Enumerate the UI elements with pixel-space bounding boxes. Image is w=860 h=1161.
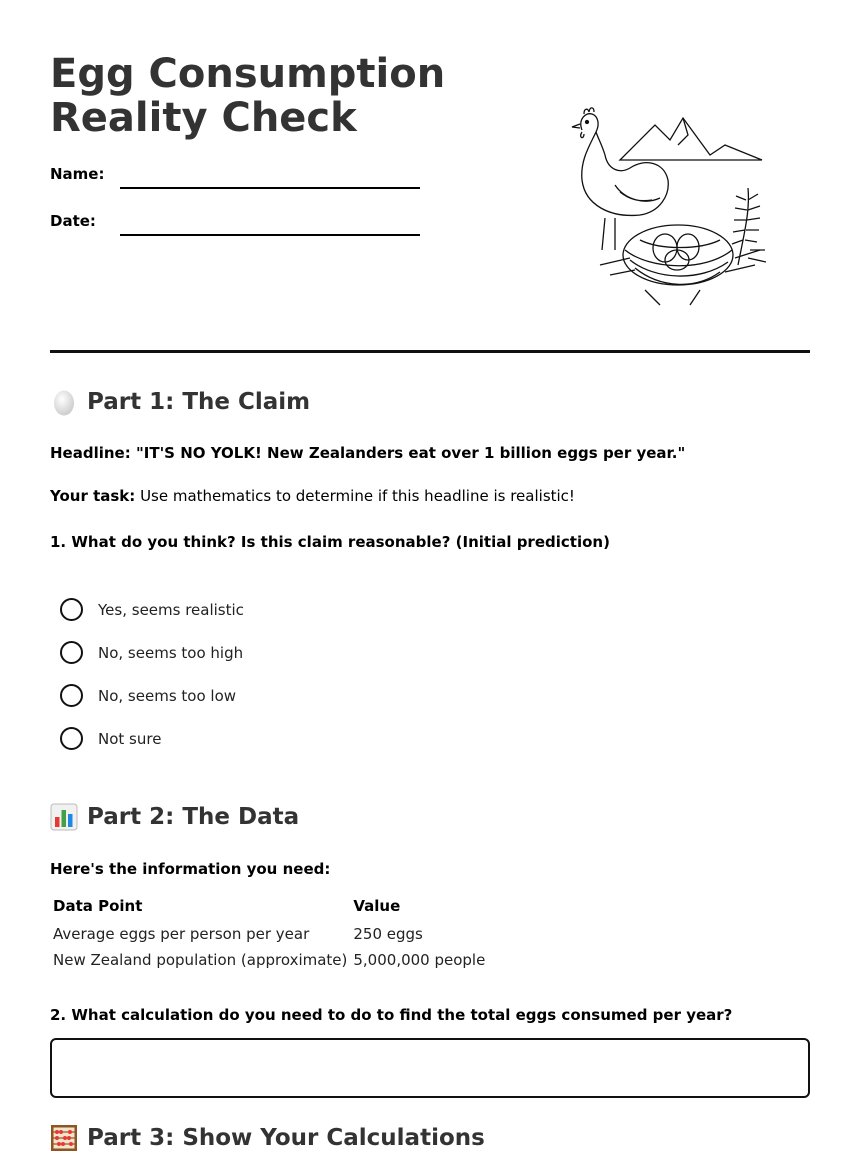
option-too-high[interactable] (60, 641, 243, 664)
headline-claim: Headline: "IT'S NO YOLK! New Zealanders eat over 1 billion eggs per year." (50, 444, 686, 462)
table-row (50, 921, 488, 947)
radio-button[interactable] (60, 727, 83, 750)
date-label: Date: (50, 212, 96, 230)
task-label: Your task: (50, 487, 136, 505)
task-instruction (50, 487, 575, 505)
fern-leaves (732, 194, 766, 262)
table-row (50, 947, 488, 973)
data-intro: Here's the information you need: (50, 860, 331, 878)
egg-icon (50, 388, 78, 416)
date-field[interactable] (120, 234, 420, 236)
title-line-2: Reality Check (50, 95, 357, 141)
part3-heading (50, 1124, 485, 1152)
worksheet-title (50, 52, 470, 140)
table-cell: Average eggs per person per year (53, 925, 310, 943)
section-divider (50, 350, 810, 353)
radio-button[interactable] (60, 598, 83, 621)
hen-legs (602, 218, 615, 250)
column-header: Value (353, 897, 401, 915)
table-cell: 250 eggs (353, 925, 423, 943)
abacus-icon (50, 1124, 78, 1152)
part1-heading (50, 388, 310, 416)
hen-wattle (581, 132, 584, 138)
question-1: 1. What do you think? Is this claim reasonable? (Initial prediction) (50, 533, 610, 551)
option-label: Not sure (98, 729, 162, 748)
part1-heading-text: Part 1: The Claim (87, 389, 311, 415)
column-header: Data Point (53, 897, 143, 915)
part3-heading-text: Part 3: Show Your Calculations (87, 1125, 485, 1151)
question-2-answer-box[interactable] (50, 1038, 810, 1098)
hen-beak (572, 124, 580, 128)
part2-heading-text: Part 2: The Data (87, 804, 300, 830)
name-label: Name: (50, 165, 105, 183)
table-header-row (50, 893, 488, 921)
part2-heading (50, 803, 299, 831)
loose-twigs (600, 250, 760, 305)
option-yes-realistic[interactable] (60, 598, 244, 621)
hen-on-nest-illustration (560, 100, 780, 310)
table-cell: New Zealand population (approximate) (53, 951, 348, 969)
name-field[interactable] (120, 187, 420, 189)
data-table (50, 893, 488, 973)
option-label: No, seems too high (98, 643, 244, 662)
bar-chart-icon (50, 803, 78, 831)
option-label: Yes, seems realistic (98, 600, 244, 619)
option-not-sure[interactable] (60, 727, 161, 750)
radio-button[interactable] (60, 641, 83, 664)
task-text: Use mathematics to determine if this headline is realistic! (135, 487, 575, 505)
radio-button[interactable] (60, 684, 83, 707)
hen-eye (586, 121, 589, 124)
option-label: No, seems too low (98, 686, 237, 705)
hen-wing (615, 185, 660, 201)
question-2: 2. What calculation do you need to do to find the total eggs consumed per year? (50, 1006, 733, 1024)
table-cell: 5,000,000 people (353, 951, 486, 969)
option-too-low[interactable] (60, 684, 236, 707)
title-line-1: Egg Consumption (50, 51, 446, 97)
mountain-outline (620, 118, 762, 160)
